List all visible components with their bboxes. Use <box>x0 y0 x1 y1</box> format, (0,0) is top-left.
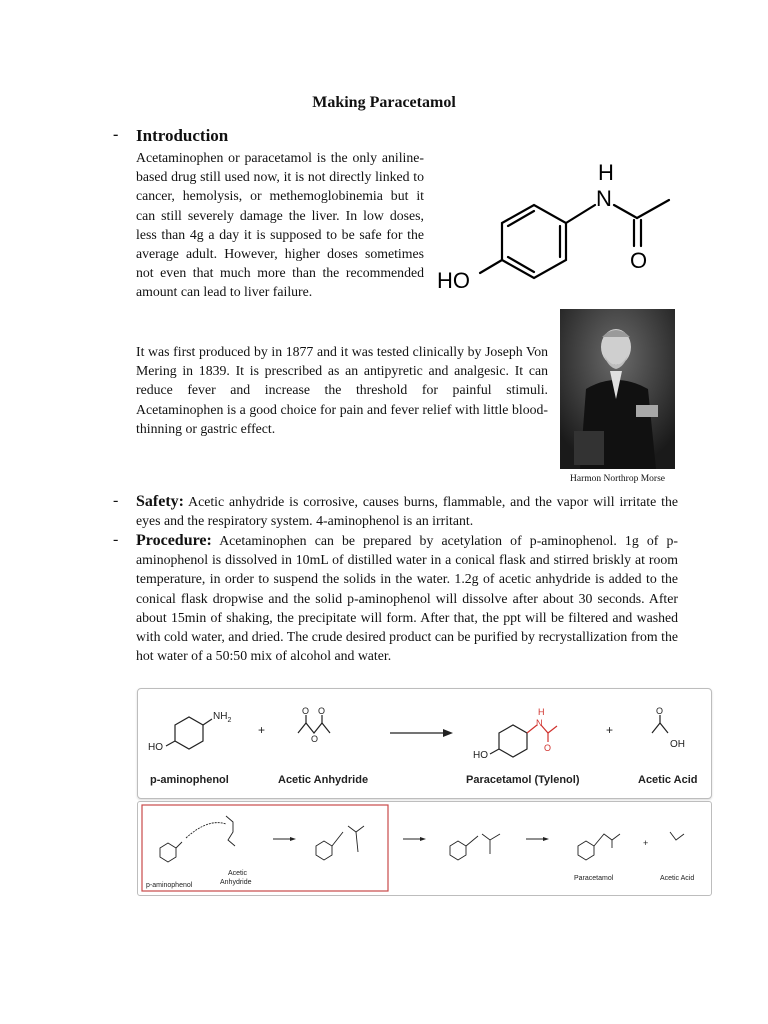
intro-paragraph-1: Acetaminophen or paracetamol is the only aniline-based drug still used now, it is not directly linked to cancer, hemolysis, or methemoglobinemia but it can still severely damage the liver. In low doses, less than 4g a day it is supposed to be safe for the average adult. However, higher doses sometimes not even that much more than the recommended amount can lead to liver failure. <box>136 150 424 300</box>
o-label: O <box>656 706 664 716</box>
reaction-scheme-overview <box>137 688 712 799</box>
label-acetic-anhydride: Acetic Anhydride <box>278 774 369 786</box>
bullet-dash: - <box>113 126 119 143</box>
reaction-mechanism-scheme <box>137 801 712 896</box>
plus-sign: + <box>258 723 266 737</box>
o-label: O <box>318 706 326 716</box>
procedure-text: Acetaminophen can be prepared by acetylation of p-aminophenol. 1g of p-aminophenol is dissolved in 10mL of distilled water in a conical flask and stirred briskly at room temperature, in order to suspend the solids in the water. 1.2g of acetic anhydride is added to the conical flask dropwise and the solid p-aminophenol will dissolve after about 30 seconds. After about 15min of shaking, the precipitate will form. After that, the ppt will be filtered and washed with cold water, and dried. The crude desired product can be purified by recrystallization from the hot water of a 50:50 mix of alcohol and water. <box>136 533 678 664</box>
n-label: N <box>536 718 543 728</box>
mech-label-acetic: Acetic <box>228 870 248 877</box>
nh2-label: $NH_2$ <box>213 711 232 724</box>
o-label: O <box>302 706 310 716</box>
h-atom-label: H <box>598 160 614 185</box>
oh-label: OH <box>670 739 685 750</box>
bullet-dash: - <box>113 492 119 509</box>
mech-label-anhydride: Anhydride <box>220 879 252 886</box>
intro-paragraph-2: It was first produced by in 1877 and it was tested clinically by Joseph Von Mering in 1839. It is prescribed as an antipyretic and analgesic. It can reduce fever and increase the threshold for painful stimuli. Acetaminophen is a good choice for pain and fever relief with little blood-thinning or gastric effect. <box>136 344 548 436</box>
o-label: O <box>311 734 319 744</box>
bullet-dash: - <box>113 531 119 548</box>
portrait-photo <box>560 309 675 469</box>
label-acetic-acid: Acetic Acid <box>638 774 698 786</box>
safety-text: Acetic anhydride is corrosive, causes burns, flammable, and the vapor will irritate the eyes and the respiratory system. 4-aminophenol is an irritant. <box>136 494 678 529</box>
label-paracetamol-tylenol: Paracetamol (Tylenol) <box>466 774 580 786</box>
photo-caption: Harmon Northrop Morse <box>570 474 665 484</box>
plus-sign: + <box>606 723 614 737</box>
safety-section <box>136 492 678 530</box>
mech-label-acetic-acid: Acetic Acid <box>660 875 695 882</box>
o-atom-label: O <box>630 248 648 273</box>
page-title: Making Paracetamol <box>312 94 456 111</box>
paracetamol-structure <box>432 160 682 295</box>
ho-atom-label: HO <box>437 268 470 293</box>
introduction-heading: Introduction <box>136 126 229 145</box>
o-label: O <box>544 743 552 753</box>
n-atom-label: N <box>596 186 612 211</box>
safety-heading: Safety: <box>136 493 184 510</box>
ho-label: HO <box>473 750 488 761</box>
h-label: H <box>538 707 545 717</box>
label-p-aminophenol: p-aminophenol <box>150 774 229 786</box>
ho-label: HO <box>148 742 163 753</box>
highlight-box <box>142 805 388 891</box>
procedure-heading: Procedure: <box>136 532 212 549</box>
plus-sign: + <box>643 838 649 848</box>
procedure-section <box>136 531 678 665</box>
mech-label-paracetamol: Paracetamol <box>574 875 614 882</box>
mech-label-p-aminophenol: p-aminophenol <box>146 882 193 889</box>
